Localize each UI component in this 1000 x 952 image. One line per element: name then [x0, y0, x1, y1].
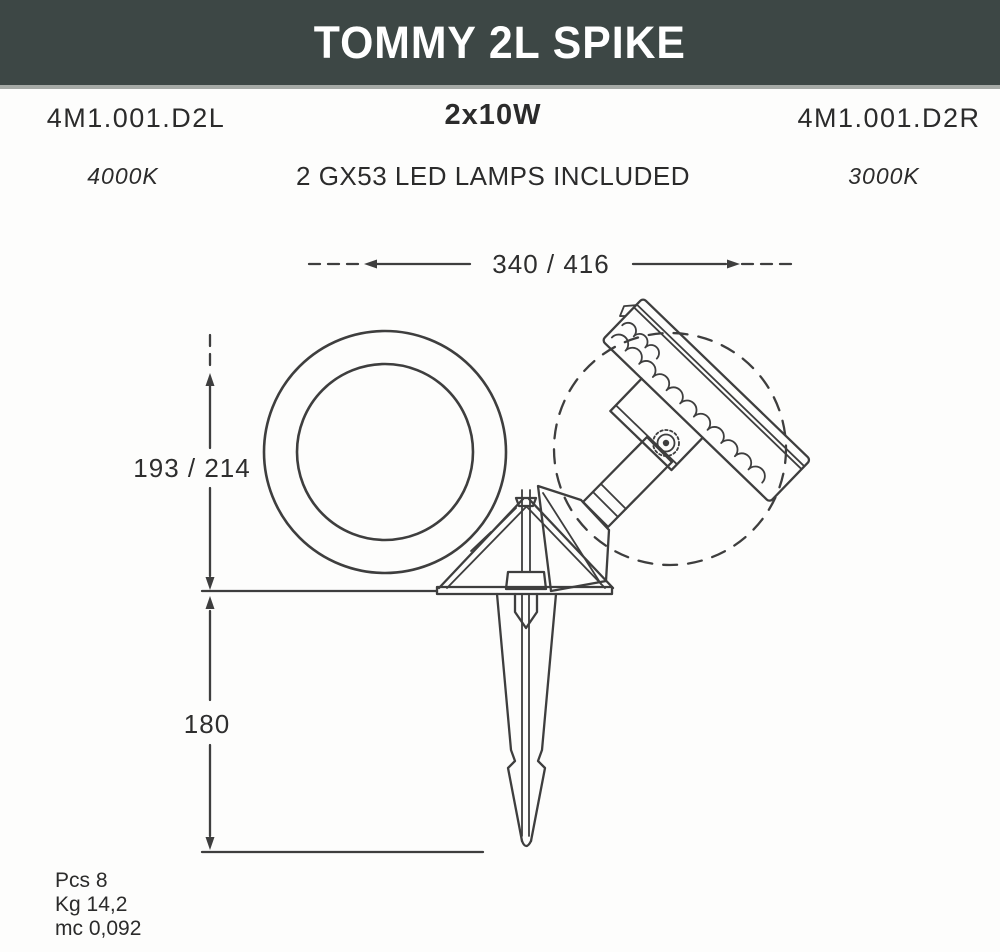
dimension-spike-depth [184, 596, 483, 852]
packaging-info [55, 869, 141, 941]
dimension-height [133, 335, 250, 590]
product-title: TOMMY 2L SPIKE [313, 16, 687, 68]
dimension-spike-label: 180 [183, 709, 231, 739]
packaging-pieces: Pcs 8 [55, 869, 108, 892]
support-arm [538, 437, 672, 591]
center-rod [522, 490, 530, 572]
dimension-height-label: 193 / 214 [133, 453, 251, 483]
dimension-width [309, 249, 795, 279]
included-lamps: 2 GX53 LED LAMPS INCLUDED [296, 161, 690, 191]
base-plate [437, 587, 612, 594]
color-temp-right: 3000K [848, 163, 920, 189]
power-rating: 2x10W [444, 99, 542, 131]
product-code-left: 4M1.001.D2L [46, 103, 226, 133]
color-temp-left: 4000K [87, 163, 159, 189]
spike-tip [522, 841, 531, 846]
dimension-width-label: 340 / 416 [492, 249, 610, 279]
packaging-weight: Kg 14,2 [55, 893, 128, 916]
fixing-screw [515, 594, 537, 628]
rotation-envelope-circle [554, 333, 786, 565]
lamp-head-front [264, 331, 516, 573]
pivot-knob [653, 430, 679, 456]
packaging-volume: mc 0,092 [55, 917, 142, 940]
lamp-head-side [538, 292, 811, 591]
product-code-right: 4M1.001.D2R [797, 103, 981, 133]
ground-spike [497, 594, 556, 846]
